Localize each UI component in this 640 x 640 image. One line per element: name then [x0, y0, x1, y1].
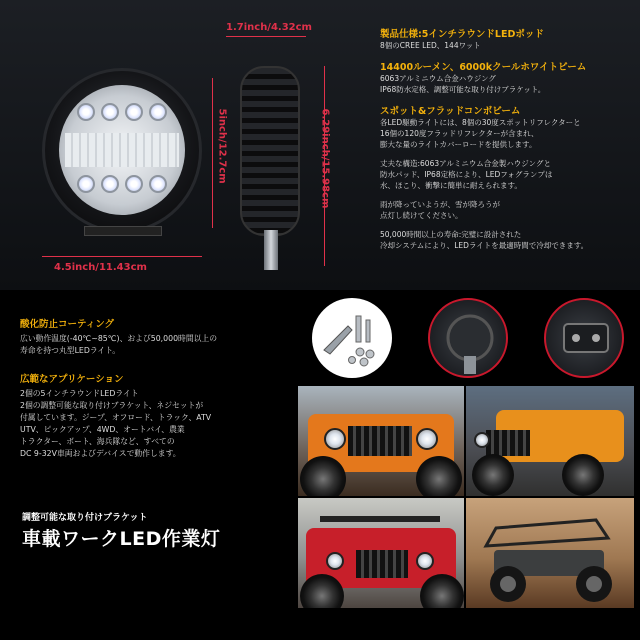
lamp-front-view	[42, 68, 202, 233]
depth-dimension-line	[226, 36, 306, 37]
lamp-lens	[59, 85, 185, 215]
anti-oxidation-title: 酸化防止コーティング	[20, 319, 115, 330]
hardware-images	[304, 298, 634, 378]
led-icon	[125, 103, 143, 121]
bracket-height-dimension-label: 6.29inch/15.98cm	[319, 108, 331, 209]
bracket-closeup	[544, 298, 624, 378]
led-icon	[125, 175, 143, 193]
led-icon	[101, 103, 119, 121]
led-row-top	[77, 103, 167, 121]
spec-list	[380, 26, 630, 251]
width-dimension-line	[42, 256, 202, 257]
feature-line: 広い動作温度(-40℃~85℃)、および50,000時間以上の	[20, 334, 218, 343]
subtitle-caption: 調整可能な取り付けブラケット	[22, 513, 148, 523]
led-icon	[149, 175, 167, 193]
height-dimension-line	[212, 78, 213, 228]
screw-set-image	[312, 298, 392, 378]
mounting-bolt	[264, 230, 278, 270]
flood-reflector	[65, 133, 179, 167]
orange-jeep-photo	[298, 386, 464, 496]
applications-title: 広範なアプリケーション	[20, 374, 124, 385]
led-row-bottom	[77, 175, 167, 193]
spec-line: 各LED駆動ライトには、8個の30度スポットリフレクターと	[380, 118, 581, 127]
mounting-bracket	[84, 226, 162, 236]
spec-line: 雨が降っていようが、雪が降ろうが	[380, 200, 500, 209]
led-icon	[77, 175, 95, 193]
spec-title: スポット&フラッドコンボビーム	[380, 106, 521, 117]
spec-line: 水、ほこり、衝撃に簡単に耐えられます。	[380, 181, 522, 190]
anti-oxidation-text	[20, 333, 292, 357]
main-title: 車載ワークLED作業灯	[22, 528, 221, 550]
spec-line: 6063アルミニウム合金ハウジング	[380, 74, 496, 83]
lamp-side-view	[240, 66, 300, 236]
spec-line: 8個のCREE LED、144ワット	[380, 41, 481, 50]
led-icon	[101, 175, 119, 193]
spec-line: 冷却システムにより、LEDライトを最適時間で冷却できます。	[380, 241, 589, 250]
feature-line: UTV、ピックアップ、4WD、オートバイ、農業	[20, 425, 185, 434]
utv-photo	[466, 498, 634, 608]
product-illustration	[12, 18, 357, 283]
led-icon	[149, 103, 167, 121]
feature-line: 2個の調整可能な取り付けブラケット、ネジセットが	[20, 401, 204, 410]
depth-dimension-label: 1.7inch/4.32cm	[226, 22, 312, 33]
yellow-jeep-photo	[466, 386, 634, 496]
feature-line: DC 9-32V車両およびデバイスで動作します。	[20, 449, 181, 458]
red-jeep-photo	[298, 498, 464, 608]
spec-line: 16個の120度フラッドリフレクターが含まれ、	[380, 129, 539, 138]
led-icon	[77, 103, 95, 121]
spec-line: IP68防水定格、調整可能な取り付けブラケット。	[380, 85, 546, 94]
spec-title: 14400ルーメン、6000kクールホワイトビーム	[380, 62, 587, 73]
spec-line: 点灯し続けてください。	[380, 211, 463, 220]
lamp-mount-closeup	[428, 298, 508, 378]
feature-line: 寿命を持つ丸型LEDライト。	[20, 346, 121, 355]
spec-line: 防水パッド、IP68定格により、LEDフォグランプは	[380, 170, 553, 179]
width-dimension-label: 4.5inch/11.43cm	[54, 262, 147, 273]
feature-line: 付属しています。ジープ、オフロード、トラック、ATV	[20, 413, 212, 422]
feature-line: 2個の5インチラウンドLEDライト	[20, 389, 139, 398]
spec-line: 膨大な量のライトカバーロードを提供します。	[380, 140, 537, 149]
applications-text	[20, 388, 292, 460]
spec-line: 丈夫な構造:6063アルミニウム合金製ハウジングと	[380, 159, 552, 168]
feature-text-column	[20, 316, 292, 460]
height-dimension-label: 5inch/12.7cm	[216, 108, 228, 184]
spec-title: 製品仕様:5インチラウンドLEDポッド	[380, 29, 544, 40]
product-banner	[0, 0, 640, 290]
spec-line: 50,000時間以上の寿命:完璧に設計された	[380, 230, 522, 239]
feature-line: トラクター、ボート、海兵隊など、すべての	[20, 437, 175, 446]
